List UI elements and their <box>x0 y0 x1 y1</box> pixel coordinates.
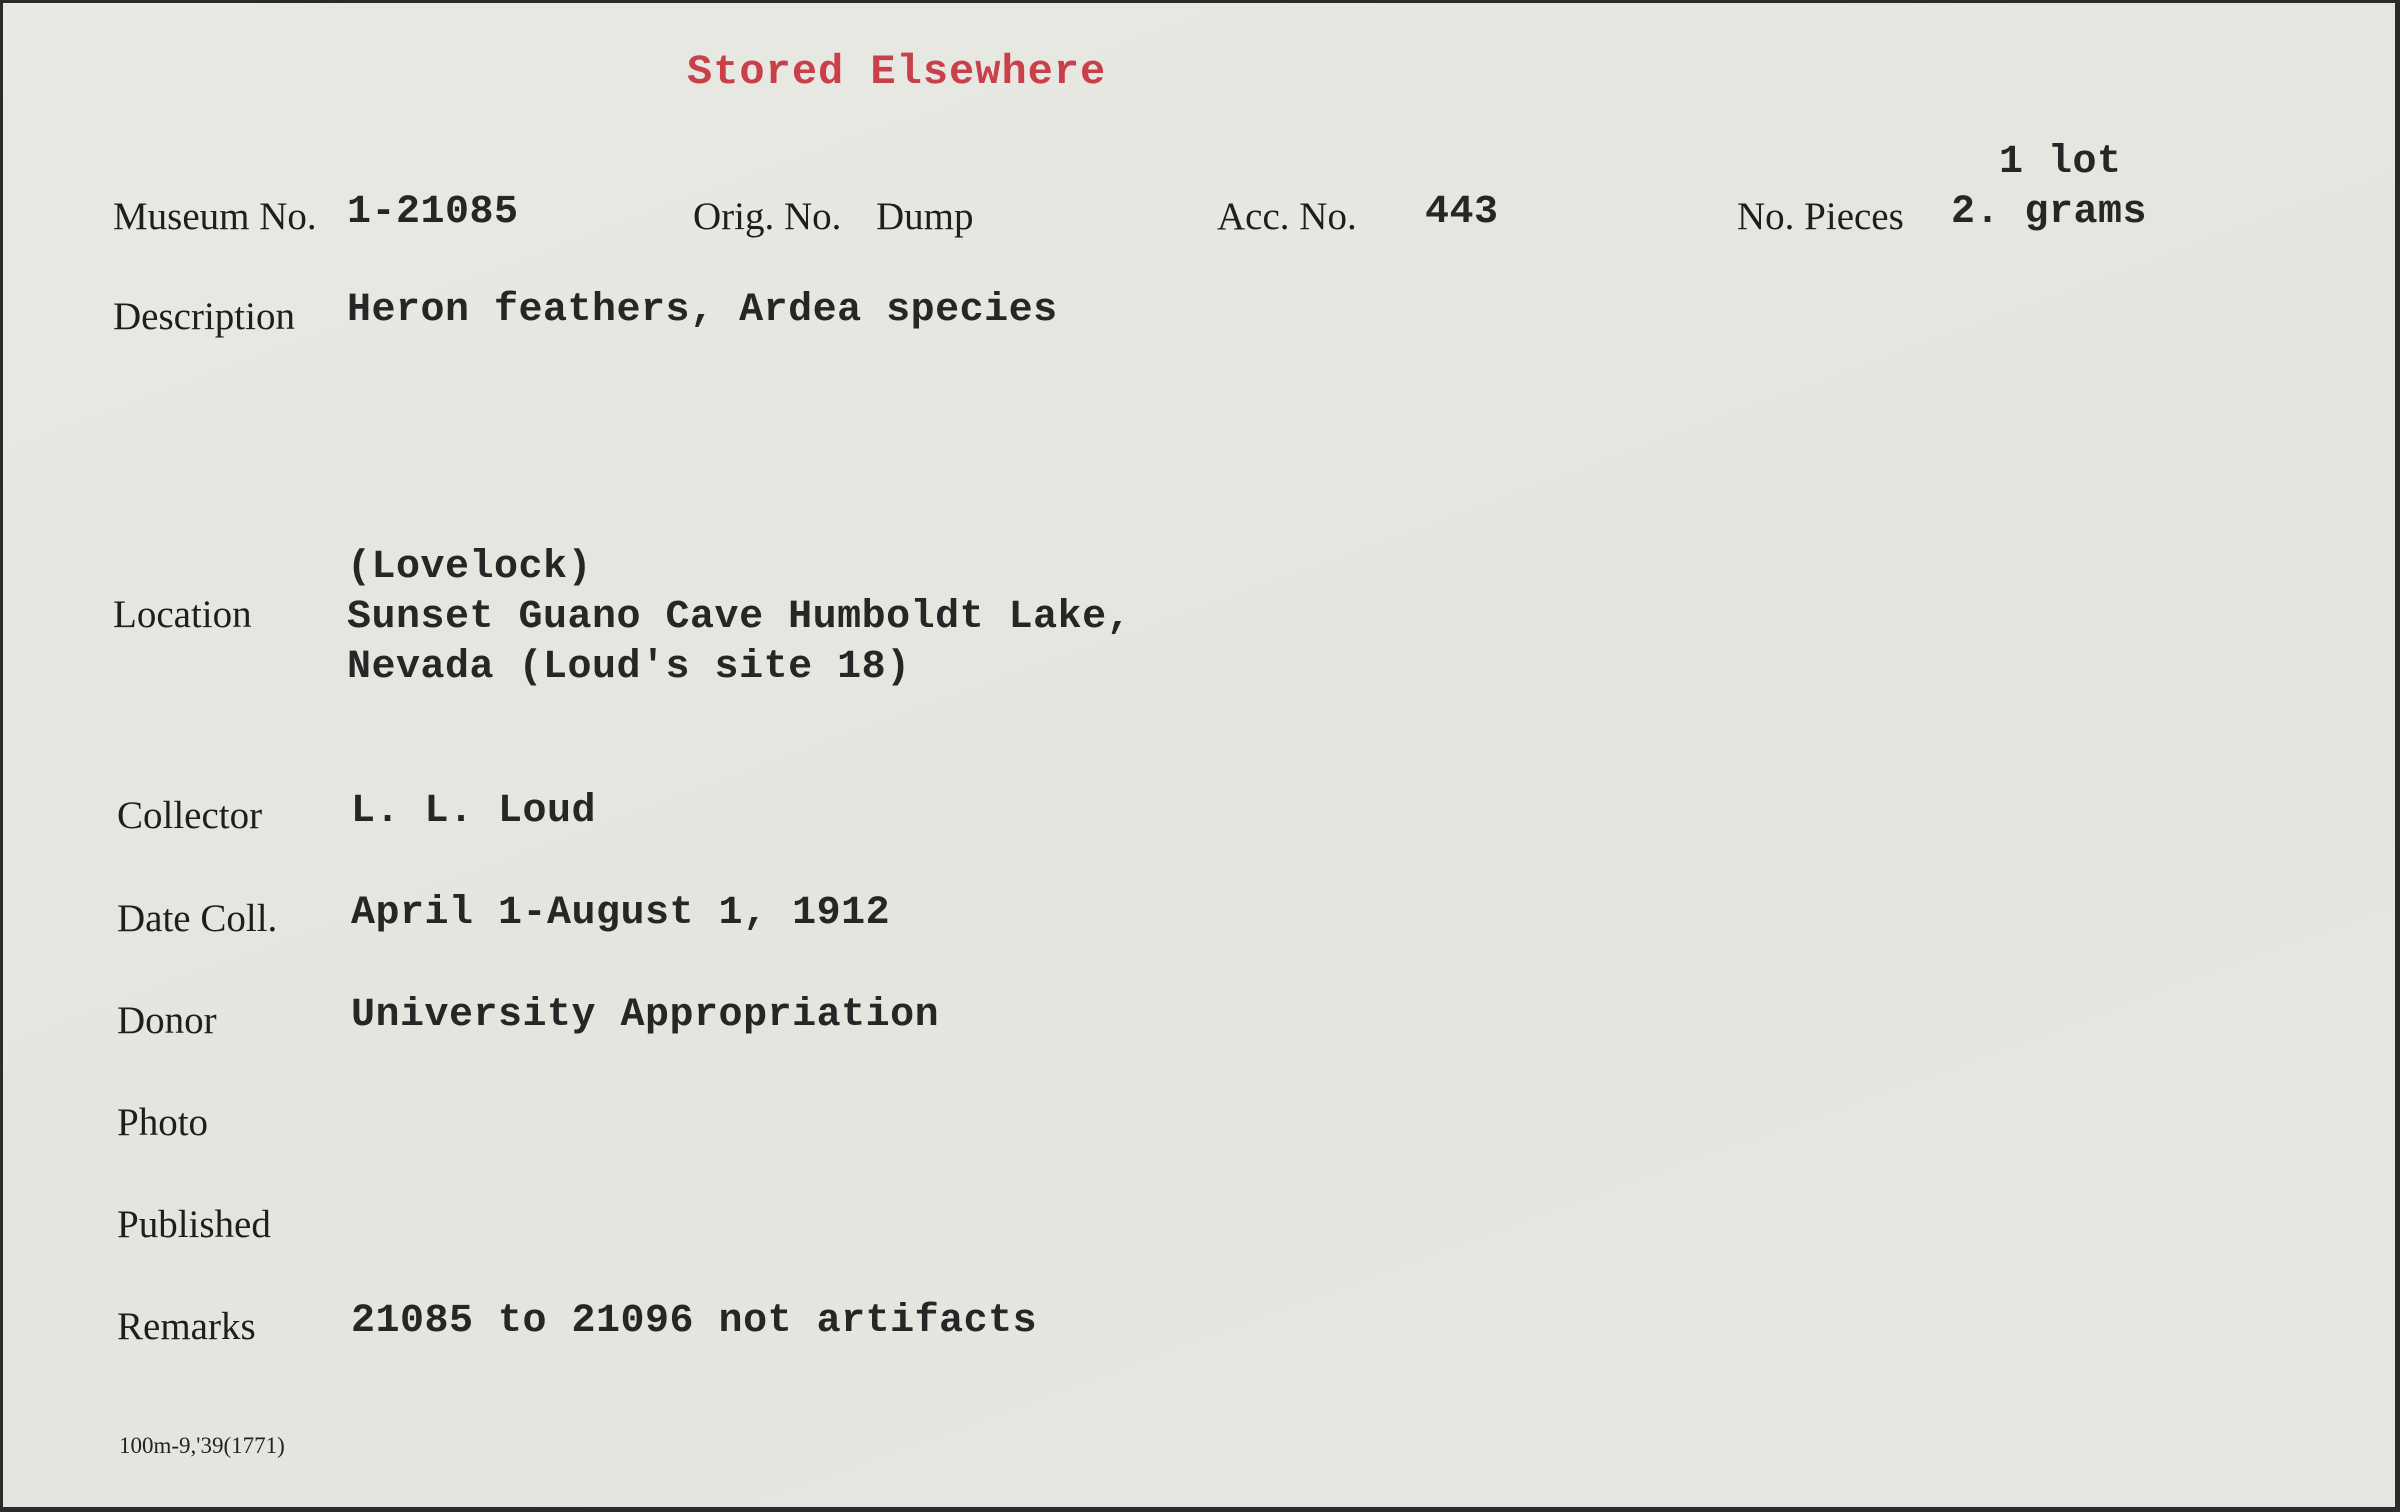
published-label: Published <box>117 1203 271 1246</box>
remarks-label: Remarks <box>117 1305 256 1348</box>
location-line: Sunset Guano Cave Humboldt Lake, <box>347 595 1132 640</box>
collector-label: Collector <box>117 794 263 837</box>
description-label: Description <box>113 295 295 338</box>
no-pieces-lot: 1 lot <box>1999 140 2122 185</box>
donor-value: University Appropriation <box>351 993 940 1038</box>
acc-no-label: Acc. No. <box>1217 195 1357 238</box>
location-line: Nevada (Loud's site 18) <box>347 645 911 690</box>
photo-label: Photo <box>117 1101 209 1144</box>
location-label: Location <box>113 593 252 636</box>
stored-elsewhere-stamp: Stored Elsewhere <box>687 48 1107 96</box>
description-value: Heron feathers, Ardea species <box>347 288 1058 333</box>
acc-no-value: 443 <box>1425 190 1499 235</box>
location-value <box>347 543 1131 693</box>
no-pieces-label: No. Pieces <box>1737 195 1904 238</box>
date-coll-value: April 1-August 1, 1912 <box>351 891 891 936</box>
no-pieces-value: 2. grams <box>1951 190 2148 235</box>
print-code: 100m-9,'39(1771) <box>119 1433 285 1458</box>
remarks-value: 21085 to 21096 not artifacts <box>351 1299 1038 1344</box>
date-coll-label: Date Coll. <box>117 897 278 940</box>
location-line: (Lovelock) <box>347 545 593 590</box>
catalog-card <box>3 3 2395 1507</box>
collector-value: L. L. Loud <box>351 789 597 834</box>
orig-no-label: Orig. No. <box>693 195 842 238</box>
donor-label: Donor <box>117 999 217 1042</box>
orig-no-value: Dump <box>876 195 974 238</box>
museum-no-label: Museum No. <box>113 195 317 238</box>
museum-no-value: 1-21085 <box>347 190 519 235</box>
